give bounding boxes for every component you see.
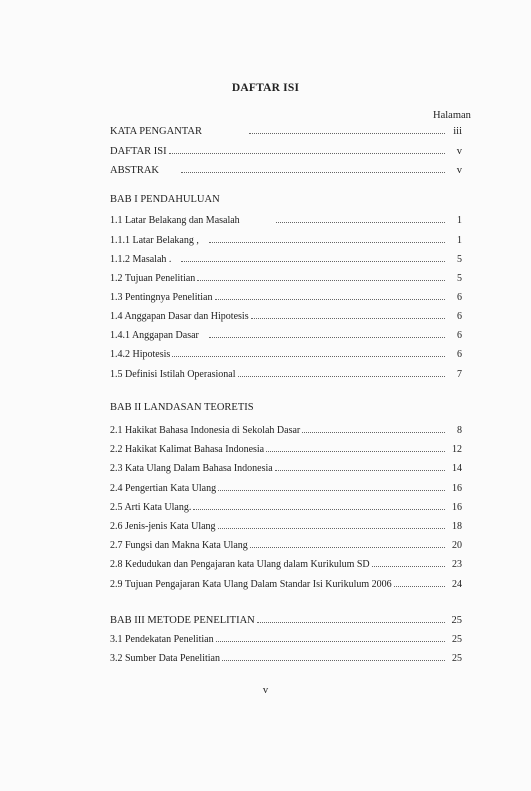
toc-entry-label: 1.2 Tujuan Penelitian [110,273,196,284]
toc-entry-label: 1.3 Pentingnya Penelitian [110,292,213,303]
toc-entry [110,289,462,303]
toc-entry-page: 1 [457,215,462,226]
toc-entry-label: 3.2 Sumber Data Penelitian [110,653,220,664]
toc-entry [110,518,462,532]
toc-entry-page: 25 [452,653,462,664]
toc-entry-label: 1.5 Definisi Istilah Operasional [110,369,236,380]
toc-entry-page: 5 [457,273,462,284]
toc-entry-page: 1 [457,235,462,246]
toc-entry [110,143,462,157]
toc-entry [110,537,462,551]
toc-leader [218,487,445,491]
toc-leader [181,258,445,262]
toc-entry [110,612,462,626]
toc-entry-page: 16 [452,502,462,513]
toc-leader [181,169,445,173]
toc-entry-page: 24 [452,579,462,590]
toc-entry-label: 1.4.1 Anggapan Dasar [110,330,199,341]
page-title: DAFTAR ISI [231,82,300,94]
toc-entry-label: DAFTAR ISI [110,146,167,157]
toc-entry-page: 25 [451,615,462,626]
chapter-heading: BAB II LANDASAN TEORETIS [110,402,254,413]
toc-entry-page: 7 [457,369,462,380]
toc-entry-page: 23 [452,559,462,570]
toc-entry-label: 1.4 Anggapan Dasar dan Hipotesis [110,311,249,322]
toc-leader [251,315,445,319]
toc-entry [110,460,462,474]
toc-leader [266,448,445,452]
page-column-header: Halaman [433,110,471,121]
toc-entry [110,123,462,137]
toc-entry-label: 1.1.1 Latar Belakang , [110,235,199,246]
toc-entry [110,422,462,436]
toc-entry-label: 2.8 Kedudukan dan Pengajaran kata Ulang dalam Kurikulum SD [110,559,370,570]
toc-entry-page: 8 [457,425,462,436]
toc-entry-label: 1.1.2 Masalah . [110,254,172,265]
toc-leader [193,506,445,510]
toc-leader [302,429,445,433]
toc-leader [172,353,445,357]
toc-entry [110,631,462,645]
toc-leader [250,544,445,548]
toc-leader [394,583,445,587]
toc-entry [110,499,462,513]
toc-leader [169,150,445,154]
toc-entry-page: 6 [457,349,462,360]
toc-entry [110,232,462,246]
toc-leader [238,373,445,377]
toc-entry-page: 20 [452,540,462,551]
toc-leader [276,219,445,223]
page-number: v [262,685,269,696]
toc-entry-page: 16 [452,483,462,494]
toc-entry-page: iii [453,126,462,137]
toc-entry-label: 3.1 Pendekatan Penelitian [110,634,214,645]
toc-entry-label: 2.1 Hakikat Bahasa Indonesia di Sekolah Dasar [110,425,301,436]
toc-entry [110,308,462,322]
toc-entry [110,441,462,455]
toc-leader [209,239,445,243]
toc-entry-page: 18 [452,521,462,532]
toc-entry-page: v [456,146,462,157]
toc-entry-page: 12 [452,444,462,455]
toc-entry-label: 1.1 Latar Belakang dan Masalah [110,215,240,226]
toc-entry-label: 2.6 Jenis-jenis Kata Ulang [110,521,216,532]
toc-entry [110,576,462,590]
toc-entry [110,251,462,265]
toc-entry-page: 6 [457,292,462,303]
toc-entry [110,270,462,284]
toc-entry-page: 14 [452,463,462,474]
toc-entry-page: 6 [457,330,462,341]
toc-leader [209,334,445,338]
toc-entry-page: 25 [452,634,462,645]
toc-entry-label: 2.7 Fungsi dan Makna Kata Ulang [110,540,248,551]
toc-leader [218,525,445,529]
toc-entry-label: ABSTRAK [110,165,160,176]
toc-leader [197,277,445,281]
toc-leader [275,467,445,471]
toc-entry [110,346,462,360]
toc-entry [110,556,462,570]
toc-entry [110,162,462,176]
chapter-heading: BAB I PENDAHULUAN [110,194,220,205]
toc-entry [110,650,462,664]
toc-entry-label: 2.3 Kata Ulang Dalam Bahasa Indonesia [110,463,273,474]
toc-leader [249,130,445,134]
toc-entry-label: 1.4.2 Hipotesis [110,349,171,360]
toc-entry-label: 2.4 Pengertian Kata Ulang [110,483,217,494]
toc-leader [216,638,445,642]
toc-entry-label: 2.5 Arti Kata Ulang. [110,502,192,513]
toc-entry-label: KATA PENGANTAR [110,126,202,137]
toc-entry-page: v [456,165,462,176]
toc-entry [110,480,462,494]
toc-entry-page: 5 [457,254,462,265]
toc-entry-label: BAB III METODE PENELITIAN [110,615,255,626]
toc-entry-label: 2.9 Tujuan Pengajaran Kata Ulang Dalam Standar Isi Kurikulum 2006 [110,579,392,590]
toc-leader [222,657,445,661]
toc-entry-page: 6 [457,311,462,322]
toc-entry [110,327,462,341]
toc-leader [215,296,446,300]
toc-leader [372,563,445,567]
toc-entry [110,366,462,380]
toc-leader [257,619,445,623]
toc-entry [110,212,462,226]
toc-entry-label: 2.2 Hakikat Kalimat Bahasa Indonesia [110,444,265,455]
